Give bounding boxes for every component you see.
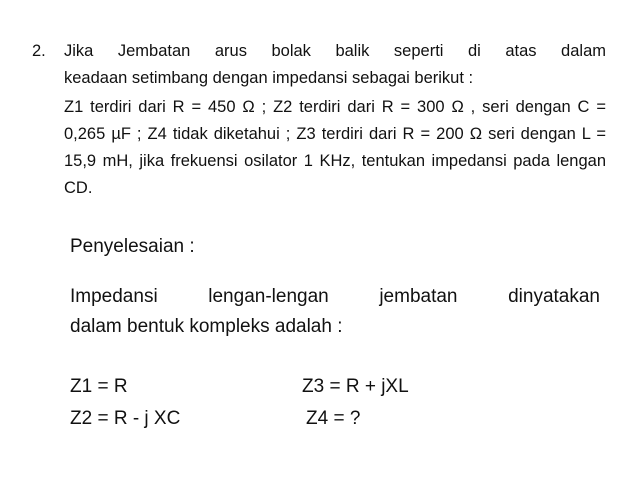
- question-line-1: Jika Jembatan arus bolak balik seperti di atas dalam: [64, 42, 606, 60]
- solution-block: [70, 232, 600, 436]
- question-first-line: [32, 38, 606, 65]
- equation-z1: Z1 = R: [70, 376, 128, 397]
- solution-intro: [70, 282, 600, 342]
- question-block: [32, 38, 606, 202]
- solution-intro-line-2: dalam bentuk kompleks adalah :: [70, 316, 343, 337]
- equation-z2: Z2 = R - j XC: [70, 408, 181, 429]
- equation-row-2: [70, 404, 600, 436]
- solution-title: Penyelesaian :: [70, 236, 195, 257]
- question-number: 2.: [32, 42, 46, 60]
- question-line-2: keadaan setimbang dengan impedansi sebagai berikut :: [64, 69, 474, 87]
- equation-row-1: [70, 372, 600, 404]
- solution-intro-line-1: Impedansi lengan-lengan jembatan dinyatakan: [70, 286, 600, 307]
- equation-z4: Z4 = ?: [306, 408, 361, 429]
- question-body: [32, 65, 606, 202]
- equation-z3: Z3 = R + jXL: [302, 376, 409, 397]
- question-paragraph: Z1 terdiri dari R = 450 Ω ; Z2 terdiri dari R = 300 Ω , seri dengan C = 0,265 µF ; Z4 tidak diketahui ; Z3 terdiri dari R = 200 Ω seri dengan L = 15,9 mH, jika frekuensi osilator 1 KHz, tentukan impedansi pada lengan CD.: [64, 98, 606, 197]
